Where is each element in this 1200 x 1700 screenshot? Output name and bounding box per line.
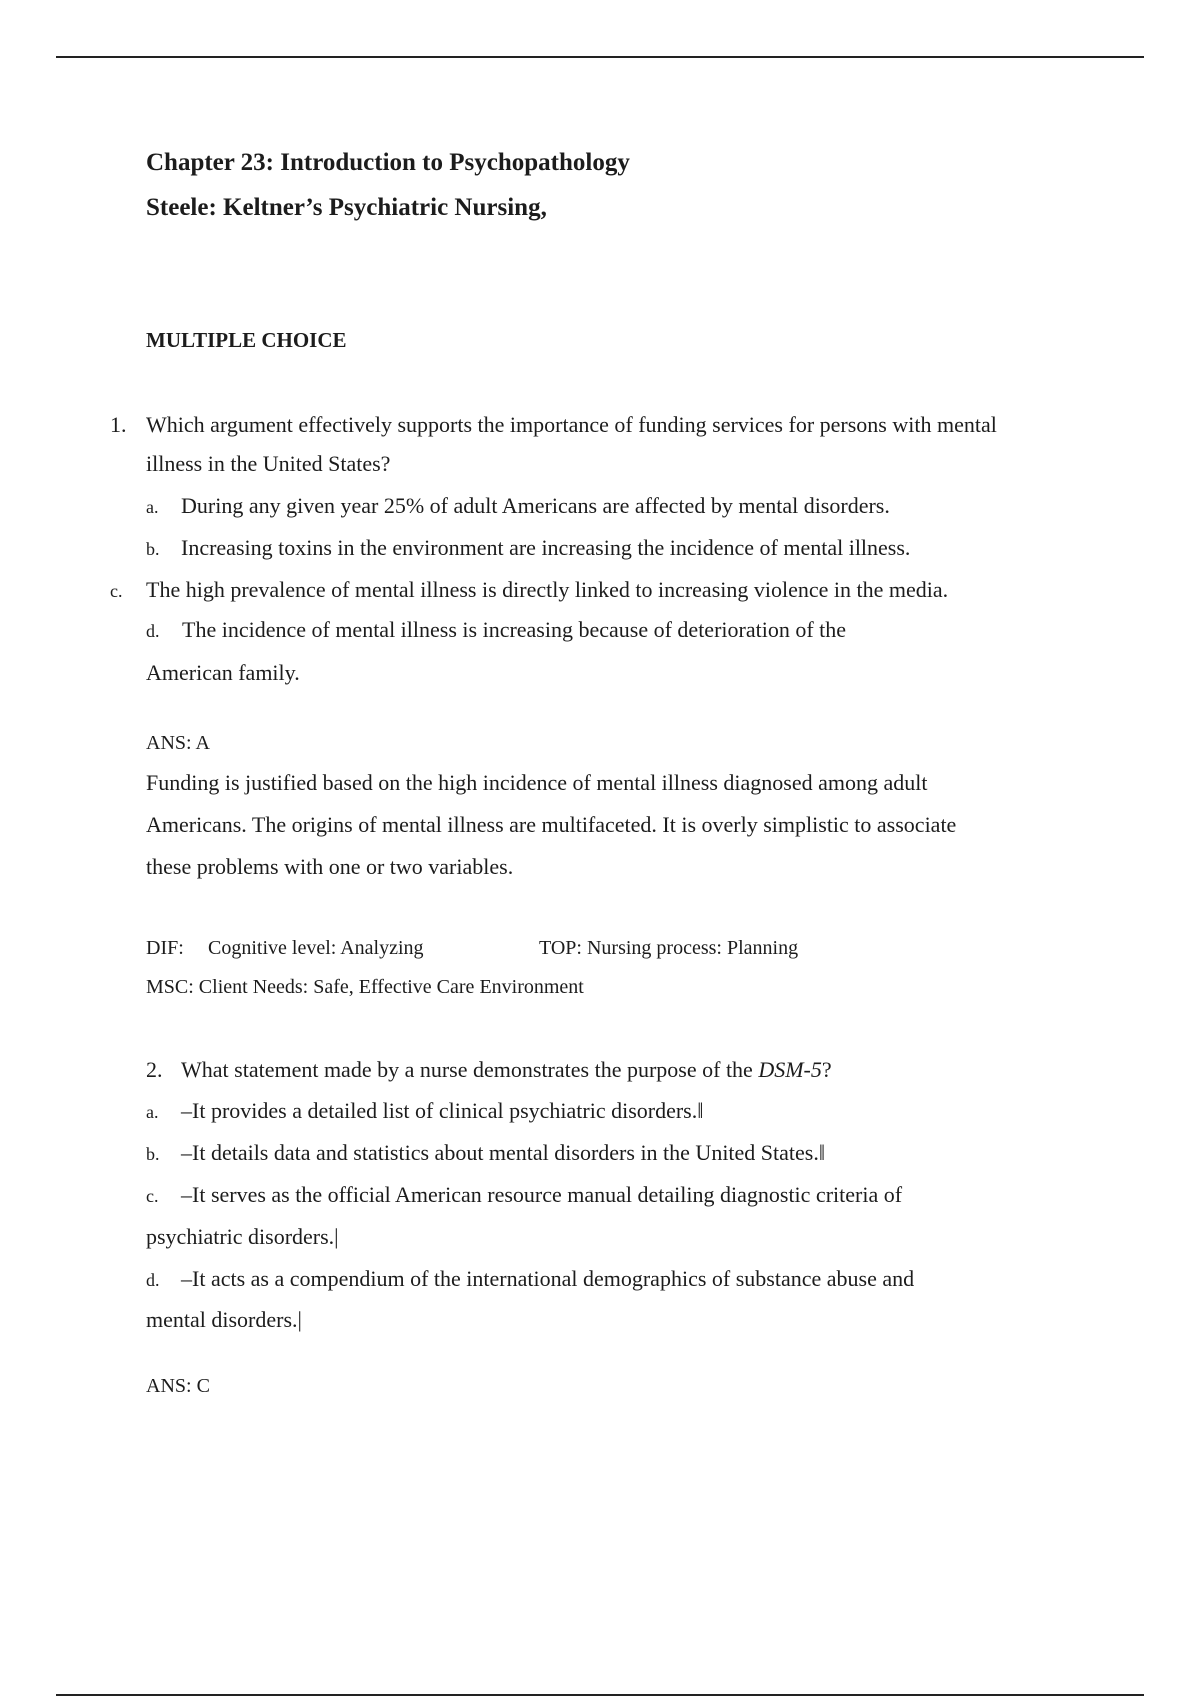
option-d: [146, 1268, 914, 1290]
question-stem-italic: DSM-5: [758, 1057, 822, 1082]
question-stem-end: ?: [821, 1057, 832, 1082]
option-b: [146, 537, 910, 559]
option-a: [146, 495, 890, 517]
option-label: d.: [146, 621, 160, 641]
rationale-line: these problems with one or two variables.: [146, 854, 514, 879]
option-text: –It details data and statistics about mental disorders in the United States.‖: [181, 1140, 826, 1165]
question-stem: Which argument effectively supports the importance of funding services for persons with mental: [146, 412, 997, 437]
option-c: [110, 579, 948, 601]
rationale-line: Americans. The origins of mental illness are multifaceted. It is overly simplistic to associate: [146, 812, 957, 837]
option-text: The incidence of mental illness is increasing because of deterioration of the: [182, 617, 847, 642]
option-label: b.: [146, 539, 160, 559]
option-label: a.: [146, 497, 159, 517]
option-label: d.: [146, 1270, 160, 1290]
question-stem-cont: illness in the United States?: [146, 451, 391, 476]
question-stem: [146, 1059, 832, 1081]
option-text: Increasing toxins in the environment are increasing the incidence of mental illness.: [181, 535, 911, 560]
option-d-cont: mental disorders.|: [146, 1307, 302, 1332]
dif-value: Cognitive level: Analyzing: [208, 937, 424, 959]
rationale-line: Funding is justified based on the high incidence of mental illness diagnosed among adult: [146, 770, 928, 795]
topic: TOP: Nursing process: Planning: [539, 937, 799, 959]
answer: ANS: A: [146, 732, 210, 754]
option-text: –It acts as a compendium of the international demographics of substance abuse and: [181, 1266, 915, 1291]
option-d-cont: American family.: [146, 660, 300, 685]
option-text: –It serves as the official American resource manual detailing diagnostic criteria of: [181, 1182, 903, 1207]
option-text: –It provides a detailed list of clinical psychiatric disorders.‖: [181, 1098, 704, 1123]
client-needs: MSC: Client Needs: Safe, Effective Care Environment: [146, 976, 584, 998]
answer: ANS: C: [146, 1375, 210, 1397]
question-stem-text: What statement made by a nurse demonstrates the purpose of the: [181, 1057, 759, 1082]
dif-label: DIF:: [146, 937, 184, 959]
option-label: b.: [146, 1144, 160, 1164]
book-title: Steele: Keltner’s Psychiatric Nursing,: [146, 194, 547, 221]
bottom-rule: [56, 1694, 1144, 1696]
option-a: [146, 1100, 703, 1122]
option-c: [146, 1184, 902, 1206]
option-label: c.: [146, 1186, 159, 1206]
top-rule: [56, 56, 1144, 58]
option-c-cont: psychiatric disorders.|: [146, 1224, 339, 1249]
chapter-title: Chapter 23: Introduction to Psychopathology: [146, 149, 630, 176]
section-heading: MULTIPLE CHOICE: [146, 328, 347, 352]
option-text: During any given year 25% of adult Americans are affected by mental disorders.: [181, 493, 890, 518]
option-label: a.: [146, 1102, 159, 1122]
question-number: 2.: [146, 1057, 163, 1082]
option-label: c.: [110, 581, 123, 601]
option-text: The high prevalence of mental illness is directly linked to increasing violence in the media.: [146, 577, 949, 602]
question-number: 1.: [110, 412, 127, 437]
option-d: [146, 619, 846, 641]
option-b: [146, 1142, 825, 1164]
